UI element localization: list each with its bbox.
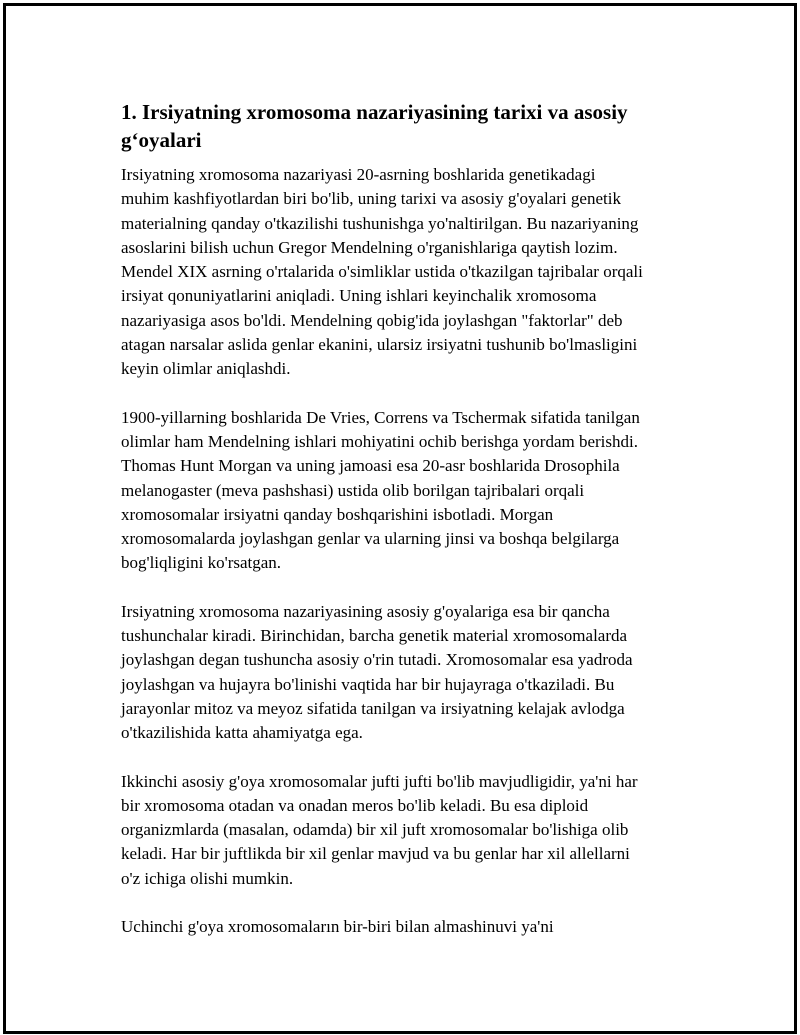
text-line: Mendel XIX asrning o'rtalarida o'simliklar ustida o'tkazilgan tajribalar orqali: [121, 262, 643, 282]
text-line: joylashgan va hujayra bo'linishi vaqtida har bir hujayraga o'tkaziladi. Bu: [121, 674, 615, 694]
text-line: organizmlarda (masalan, odamda) bir xil juft xromosomalar bo'lishiga olib: [121, 820, 629, 840]
text-line: olimlar ham Mendelning ishlari mohiyatini ochib berishga yordam berishdi.: [121, 431, 638, 451]
heading-line: 1. Irsiyatning xromosoma nazariyasining tarixi va asosiy: [121, 100, 628, 124]
text-line: tushunchalar kiradi. Birinchidan, barcha genetik material xromosomalarda: [121, 626, 628, 646]
text-line: atagan narsalar aslida genlar ekanini, ularsiz irsiyatni tushunib bo'lmasligini: [121, 335, 638, 355]
text-line: xromosomalar irsiyatni qanday boshqarishini isbotladi. Morgan: [121, 504, 554, 524]
text-line: Ikkinchi asosiy g'oya xromosomalar jufti jufti bo'lib mavjudligidir, ya'ni har: [121, 771, 638, 791]
text-line: jarayonlar mitoz va meyoz sifatida tanilgan va irsiyatning kelajak avlodga: [121, 698, 625, 718]
paragraph-third-idea: [121, 915, 696, 939]
text-line: keladi. Har bir juftlikda bir xil genlar mavjud va bu genlar har xil allellarni: [121, 844, 630, 864]
paragraph-history: [121, 163, 696, 382]
section-heading: [121, 98, 696, 154]
text-line: melanogaster (meva pashshasi) ustida olib borilgan tajribalari orqali: [121, 480, 585, 500]
paragraph-second-idea: [121, 770, 696, 891]
text-line: joylashgan degan tushuncha asosiy o'rin tutadi. Xromosomalar esa yadroda: [121, 650, 633, 670]
page-frame: [3, 3, 797, 1034]
text-line: asoslarini bilish uchun Gregor Mendelning o'rganishlariga qaytish lozim.: [121, 237, 618, 257]
paragraph-morgan: [121, 406, 696, 576]
text-line: irsiyat qonuniyatlarini aniqladi. Uning ishlari keyinchalik xromosoma: [121, 286, 597, 306]
text-line: muhim kashfiyotlardan biri bo'lib, uning tarixi va asosiy g'oyalari genetik: [121, 189, 621, 209]
text-line: bog'liqligini ko'rsatgan.: [121, 553, 282, 573]
text-line: bir xromosoma otadan va onadan meros bo'lib keladi. Bu esa diploid: [121, 795, 589, 815]
text-line: nazariyasiga asos bo'ldi. Mendelning qobig'ida joylashgan "faktorlar" deb: [121, 310, 623, 330]
text-line: Thomas Hunt Morgan va uning jamoasi esa 20-asr boshlarida Drosophila: [121, 456, 620, 476]
text-line: Uchinchi g'oya xromosomaların bir-biri bilan almashinuvi ya'ni: [121, 917, 554, 937]
text-line: materialning qanday o'tkazilishi tushunishga yo'naltirilgan. Bu nazariyaning: [121, 213, 639, 233]
paragraph-first-idea: [121, 600, 696, 746]
document-body: [121, 98, 696, 963]
text-line: Irsiyatning xromosoma nazariyasining asosiy g'oyalariga esa bir qancha: [121, 601, 610, 621]
text-line: o'z ichiga olishi mumkin.: [121, 868, 294, 888]
text-line: o'tkazilishida katta ahamiyatga ega.: [121, 723, 363, 743]
text-line: keyin olimlar aniqlashdi.: [121, 359, 291, 379]
heading-line: g‘oyalari: [121, 128, 202, 152]
text-line: 1900-yillarning boshlarida De Vries, Correns va Tschermak sifatida tanilgan: [121, 407, 640, 427]
text-line: xromosomalarda joylashgan genlar va ularning jinsi va boshqa belgilarga: [121, 529, 620, 549]
text-line: Irsiyatning xromosoma nazariyasi 20-asrning boshlarida genetikadagi: [121, 165, 596, 184]
